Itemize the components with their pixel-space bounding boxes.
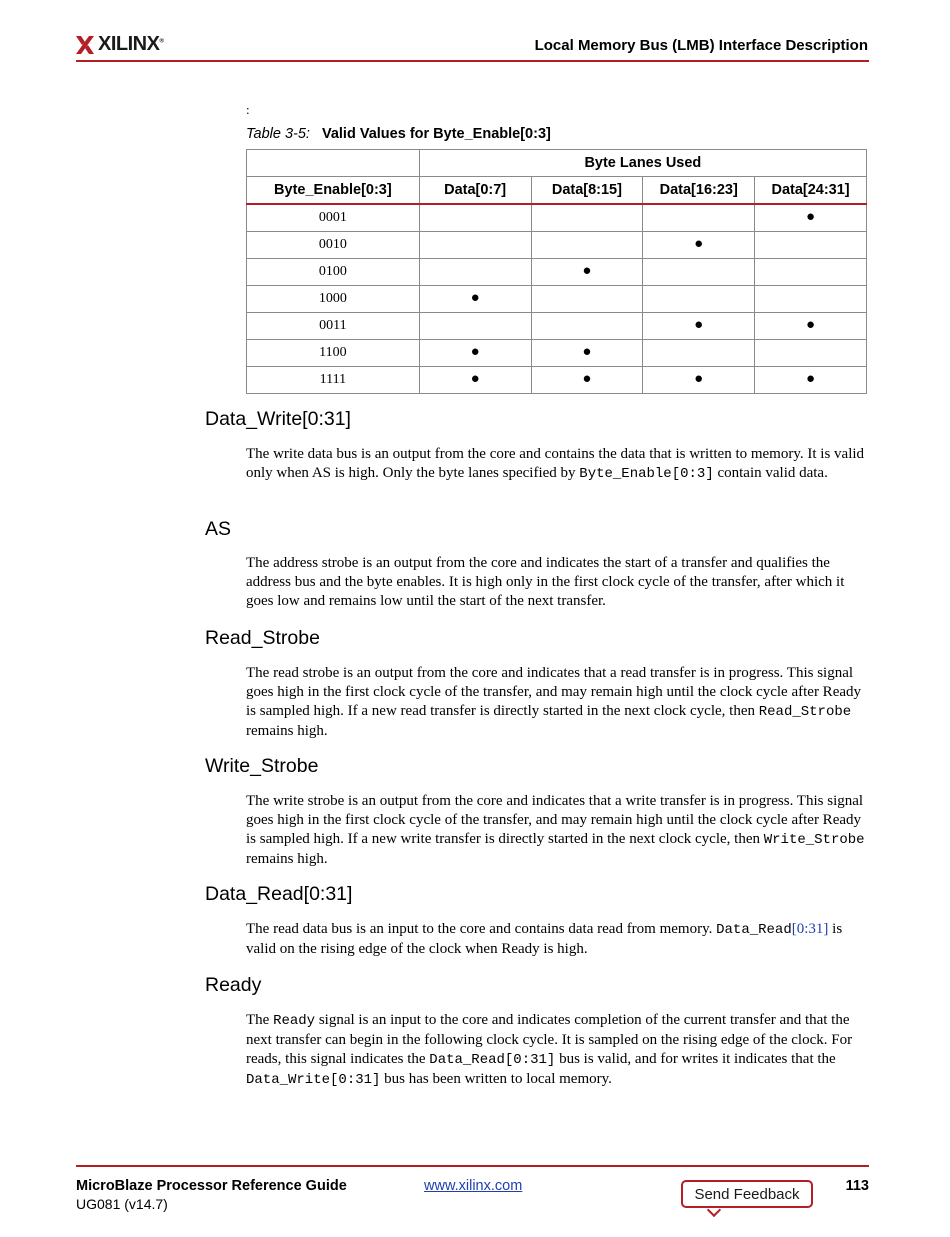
footer-guide-title: MicroBlaze Processor Reference Guide: [76, 1178, 347, 1194]
lane-cell: [531, 367, 643, 394]
xilinx-logo: [76, 33, 163, 56]
lane-cell: [419, 204, 531, 232]
table-row: [247, 232, 867, 259]
table-column-header: Data[8:15]: [531, 177, 643, 205]
lane-cell: [755, 367, 867, 394]
lane-used-dot-icon: ●: [806, 209, 816, 225]
paragraph-data-write: The write data bus is an output from the core and contains the data that is written to memory. It is valid only when AS is high. Only the byte lanes specified by Byte_Enable[0:3] contain valid data.: [246, 446, 865, 482]
lane-cell: [419, 232, 531, 259]
lane-cell: [531, 204, 643, 232]
lane-cell: [755, 232, 867, 259]
heading-ready: Ready: [205, 974, 262, 996]
byte-enable-value: 1100: [247, 340, 420, 367]
brand-name: XILINX®: [98, 33, 164, 55]
lane-used-dot-icon: ●: [694, 371, 704, 387]
paragraph-read-strobe: The read strobe is an output from the core and indicates that a read transfer is in progress. This signal goes high in the first clock cycle of the transfer, and may remain high until the clock cycle after Ready is sampled high. If a new read transfer is directly started in the next clock cycle, then Read_Strobe remains high.: [246, 665, 862, 739]
byte-enable-value: 0011: [247, 313, 420, 340]
table-column-header: Data[24:31]: [755, 177, 867, 205]
table-row: [247, 286, 867, 313]
lane-used-dot-icon: ●: [582, 344, 592, 360]
header-divider: [76, 60, 869, 62]
lane-cell: [643, 367, 755, 394]
lane-cell: [419, 367, 531, 394]
lane-cell: [531, 286, 643, 313]
page-number: 113: [845, 1178, 869, 1194]
send-feedback-label: Send Feedback: [681, 1180, 813, 1208]
table-group-header: Byte Lanes Used: [419, 150, 866, 177]
table-header-empty: [247, 150, 420, 177]
table-column-header: Data[16:23]: [643, 177, 755, 205]
table-row: [247, 313, 867, 340]
data-read-range-link[interactable]: [0:31]: [791, 921, 829, 937]
lane-cell: [531, 232, 643, 259]
heading-data-write: Data_Write[0:31]: [205, 408, 351, 430]
lane-used-dot-icon: ●: [470, 344, 480, 360]
byte-enable-value: 1111: [247, 367, 420, 394]
paragraph-data-read: The read data bus is an input to the core and contains data read from memory. Data_Read[0:31] is valid on the rising edge of the clock when Ready is high.: [246, 921, 843, 957]
page-header-title: Local Memory Bus (LMB) Interface Description: [534, 37, 868, 54]
heading-data-read: Data_Read[0:31]: [205, 883, 353, 905]
table-row: [247, 259, 867, 286]
stray-colon: :: [246, 102, 250, 117]
lane-cell: [755, 340, 867, 367]
lane-cell: [643, 286, 755, 313]
lane-cell: [419, 286, 531, 313]
table-column-header: Data[0:7]: [419, 177, 531, 205]
table-row: [247, 204, 867, 232]
paragraph-write-strobe: The write strobe is an output from the core and indicates that a write transfer is in progress. This signal goes high in the first clock cycle of the transfer, and may remain high until the clock cycle after Ready is sampled high. If a new write transfer is directly started in the next clock cycle, then Write_Strobe remains high.: [246, 793, 865, 867]
lane-cell: [643, 232, 755, 259]
byte-enable-value: 0001: [247, 204, 420, 232]
lane-cell: [755, 313, 867, 340]
byte-enable-value: 1000: [247, 286, 420, 313]
send-feedback-button[interactable]: [681, 1180, 813, 1208]
xilinx-x-logo-icon: [76, 36, 94, 54]
byte-enable-value: 0100: [247, 259, 420, 286]
table-number: Table 3-5:: [246, 126, 310, 142]
lane-used-dot-icon: ●: [582, 371, 592, 387]
lane-cell: [531, 259, 643, 286]
heading-read-strobe: Read_Strobe: [205, 627, 320, 649]
lane-cell: [643, 204, 755, 232]
lane-cell: [419, 259, 531, 286]
table-body: [247, 204, 867, 394]
lane-used-dot-icon: ●: [694, 236, 704, 252]
lane-used-dot-icon: ●: [470, 371, 480, 387]
lane-used-dot-icon: ●: [694, 317, 704, 333]
lane-cell: [419, 340, 531, 367]
lane-cell: [643, 313, 755, 340]
lane-used-dot-icon: ●: [470, 290, 480, 306]
heading-as: AS: [205, 518, 232, 540]
paragraph-as: The address strobe is an output from the core and indicates the start of a transfer and qualifies the address bus and the byte enables. It is high only in the first clock cycle of the transfer, after which it goes low and remains low until the start of the next transfer.: [246, 555, 845, 609]
footer-doc-id: UG081 (v14.7): [76, 1196, 168, 1212]
footer-divider: [76, 1165, 869, 1167]
lane-cell: [755, 259, 867, 286]
lane-cell: [755, 286, 867, 313]
heading-write-strobe: Write_Strobe: [205, 755, 319, 777]
lane-cell: [755, 204, 867, 232]
table-column-header: Byte_Enable[0:3]: [247, 177, 420, 205]
lane-used-dot-icon: ●: [806, 371, 816, 387]
table-row: [247, 340, 867, 367]
byte-enable-table: [246, 149, 867, 394]
lane-used-dot-icon: ●: [582, 263, 592, 279]
table-caption: [246, 126, 551, 142]
table-row: [247, 367, 867, 394]
lane-cell: [643, 340, 755, 367]
lane-cell: [531, 340, 643, 367]
footer-website-link[interactable]: www.xilinx.com: [424, 1178, 523, 1194]
table-title: Valid Values for Byte_Enable[0:3]: [321, 126, 551, 142]
lane-used-dot-icon: ●: [806, 317, 816, 333]
byte-enable-value: 0010: [247, 232, 420, 259]
lane-cell: [419, 313, 531, 340]
lane-cell: [643, 259, 755, 286]
lane-cell: [531, 313, 643, 340]
paragraph-ready: The Ready signal is an input to the core and indicates completion of the current transfer and that the next transfer can begin in the following clock cycle. It is sampled on the rising edge of the clock. For reads, this signal indicates the Data_Read[0:31] bus is valid, and for writes it indicates that the Data_Write[0:31] bus has been written to local memory.: [246, 1012, 853, 1088]
